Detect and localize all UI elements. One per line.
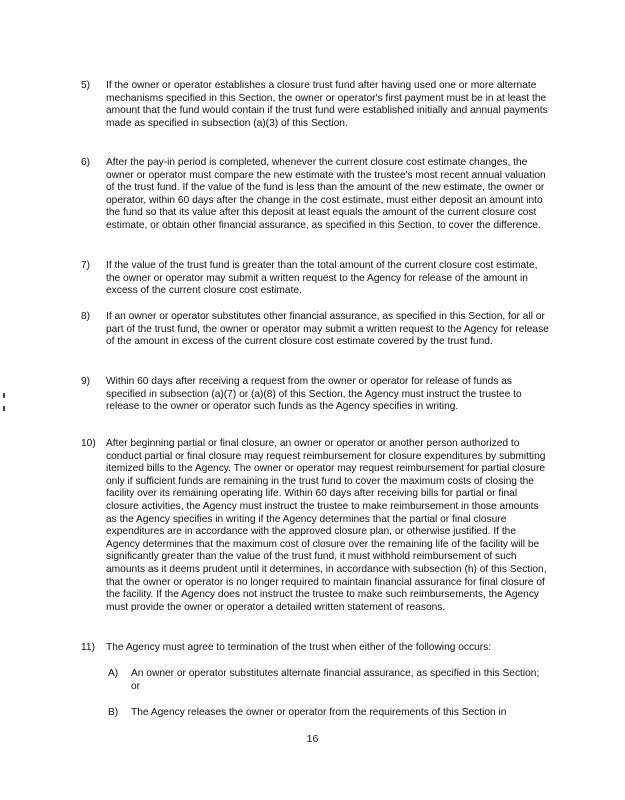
list-item <box>81 157 551 233</box>
list-item <box>81 80 551 130</box>
sub-item-text: The Agency releases the owner or operator from the requirements of this Section in <box>131 707 507 718</box>
item-text: Within 60 days after receiving a request from the owner or operator for release of funds as specified in subsection (a)(7) or (a)(8) of this Section, the Agency must instruct the trustee to release to the owner or operator such funds as the Agency specifies in writing. <box>106 376 522 413</box>
list-item <box>81 376 551 414</box>
item-number: 8) <box>81 311 91 322</box>
sub-list-item <box>108 707 548 720</box>
sub-item-text: An owner or operator substitutes alternate financial assurance, as specified in this Section; or <box>131 668 540 692</box>
margin-mark <box>3 393 5 398</box>
sub-item-letter: A) <box>108 668 119 679</box>
sub-item-letter: B) <box>108 707 119 718</box>
page-number: 16 <box>306 733 319 745</box>
list-item <box>81 642 551 655</box>
item-text: If the value of the trust fund is greater than the total amount of the current closure cost estimate, the owner or operator may submit a written request to the Agency for release of the amount in excess of the current closure cost estimate. <box>106 260 538 297</box>
item-number: 6) <box>81 157 91 168</box>
item-number: 10) <box>81 438 96 449</box>
item-text: If an owner or operator substitutes other financial assurance, as specified in this Section, for all or part of the trust fund, the owner or operator may submit a written request to the Agency for release of the amount in excess of the current closure cost estimate covered by the trust fund. <box>106 311 549 348</box>
list-item <box>81 311 551 349</box>
margin-mark <box>3 406 5 411</box>
item-text: After beginning partial or final closure, an owner or operator or another person authorized to conduct partial or final closure may request reimbursement for closure expenditures by submitting itemized bills to the Agency. The owner or operator may request reimbursement for partial closure only if sufficient funds are remaining in the trust fund to cover the maximum costs of closing the facility over its remaining operating life. Within 60 days after receiving bills for partial or final closure activities, the Agency must instruct the trustee to make reimbursement in those amounts as the Agency specifies in writing if the Agency determines that the partial or final closure expenditures are in accordance with the approved closure plan, or otherwise justified. If the Agency determines that the maximum cost of closure over the remaining life of the facility will be significantly greater than the value of the trust fund, it must withhold reimbursement of such amounts as it deems prudent until it determines, in accordance with subsection (h) of this Section, that the owner or operator is no longer required to maintain financial assurance for final closure of the facility. If the Agency does not instruct the trustee to make such reimbursements, the Agency must provide the owner or operator a detailed written statement of reasons. <box>106 438 547 613</box>
item-text: After the pay-in period is completed, whenever the current closure cost estimate changes, the owner or operator must compare the new estimate with the trustee's most recent annual valuation of the trust fund. If the value of the fund is less than the amount of the new estimate, the owner or operator, within 60 days after the change in the cost estimate, must either deposit an amount into the fund so that its value after this deposit at least equals the amount of the current closure cost estimate, or obtain other financial assurance, as specified in this Section, to cover the difference. <box>106 157 546 231</box>
list-item <box>81 438 551 614</box>
sub-list-item <box>108 668 548 693</box>
list-item <box>81 260 551 298</box>
item-number: 11) <box>81 642 95 653</box>
item-text: The Agency must agree to termination of the trust when either of the following occurs: <box>106 642 492 653</box>
item-text: If the owner or operator establishes a closure trust fund after having used one or more alternate mechanisms specified in this Section, the owner or operator's first payment must be in at least the amount that the fund would contain if the trust fund were established initially and annual payments made as specified in subsection (a)(3) of this Section. <box>106 80 548 129</box>
item-number: 7) <box>81 260 91 271</box>
item-number: 5) <box>81 80 91 91</box>
item-number: 9) <box>81 376 91 387</box>
